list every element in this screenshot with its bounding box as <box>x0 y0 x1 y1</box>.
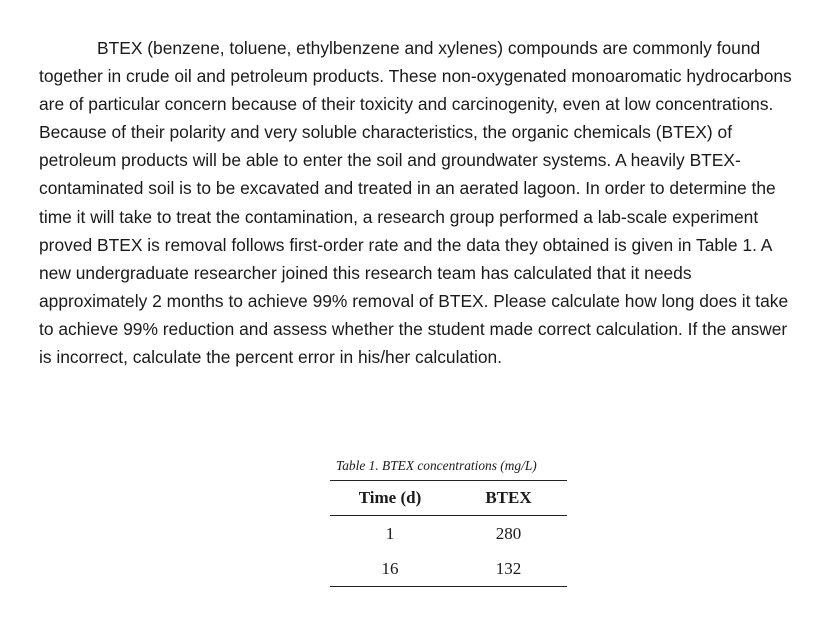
cell-time: 16 <box>381 558 399 578</box>
table-caption: Table 1. BTEX concentrations (mg/L) <box>336 458 537 473</box>
cell-btex: 280 <box>495 523 522 543</box>
cell-time: 1 <box>385 523 395 543</box>
problem-paragraph: BTEX (benzene, toluene, ethylbenzene and xylenes) compounds are commonly found together in crude oil and petroleum products. These non-oxygenated monoaromatic hydrocarbons are of particular concern because of their toxicity and carcinogenity, even at low concentrations. Because of their polarity and very soluble characteristics, the organic chemicals (BTEX) of petroleum products will be able to enter the soil and groundwater systems. A heavily BTEX-contaminated soil is to be excavated and treated in an aerated lagoon. In order to determine the time it will take to treat the contamination, a research group performed a lab-scale experiment proved BTEX is removal follows first-order rate and the data they obtained is given in Table 1. A new undergraduate researcher joined this research team has calculated that it needs approximately 2 months to achieve 99% removal of BTEX. Please calculate how long does it take to achieve 99% reduction and assess whether the student made correct calculation. If the answer is incorrect, calculate the percent error in his/her calculation. <box>39 38 792 368</box>
cell-btex: 132 <box>495 558 522 578</box>
table-header-row <box>330 481 567 516</box>
table-row <box>330 551 567 587</box>
btex-table-block <box>330 456 567 587</box>
header-btex: BTEX <box>485 488 532 507</box>
table-row <box>330 516 567 552</box>
btex-concentration-table <box>330 480 567 587</box>
header-time: Time (d) <box>358 488 422 507</box>
